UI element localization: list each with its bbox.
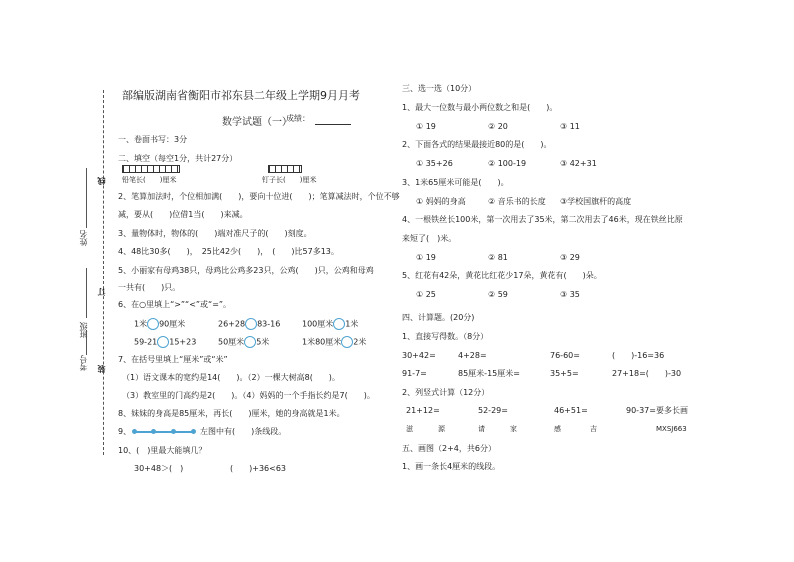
footer-char: 家 <box>510 425 517 433</box>
c2-2: 52-29= <box>478 406 508 415</box>
compare-circle[interactable] <box>147 318 159 330</box>
compare-left: 59-21 <box>134 337 158 347</box>
q7: 7、在括号里填上“厘米”或“米” <box>118 355 228 364</box>
c1-r1-4: ( )-16=36 <box>612 351 665 360</box>
compare-circle[interactable] <box>157 336 169 348</box>
compare-left: 100厘米 <box>302 319 334 329</box>
compare-left: 26+28 <box>218 319 246 329</box>
r2: 2、下面各式的结果最接近80的是( )。 <box>402 140 552 149</box>
q1-nail: 钉子长( )厘米 <box>262 176 317 184</box>
compare-circle[interactable] <box>245 318 257 330</box>
ruler-2 <box>268 165 302 173</box>
binding-ding: 订 <box>97 288 106 296</box>
c1-r2-1: 91-7= <box>402 369 427 378</box>
c1-r2-2: 85厘米-15厘米= <box>458 369 520 378</box>
section-2: 二、填空（每空1分，共计27分） <box>118 154 238 163</box>
compare-row-2 <box>134 336 196 348</box>
page-subtitle: 数学试题（一） <box>222 117 292 128</box>
footer-char: 滋 <box>406 425 413 433</box>
class-label: 班级 <box>79 322 88 338</box>
c2-3: 46+51= <box>554 406 588 415</box>
c1: 1、直接写得数。（8分） <box>402 332 489 341</box>
q9-text: 左图中有( )条线段。 <box>200 427 287 436</box>
c1-r2-3: 35+5= <box>550 369 579 378</box>
c1-r2-4: 27+18=( )-30 <box>612 369 682 378</box>
r3-opt2: ② 音乐书的长度 <box>488 197 546 206</box>
q10: 10、( )里最大能填几？ <box>118 446 207 455</box>
section-4: 四、计算题。(20分) <box>402 313 475 322</box>
compare-right: 90厘米 <box>159 319 186 329</box>
c2: 2、列竖式计算（12分） <box>402 388 490 397</box>
r2-opt1: ① 35+26 <box>416 159 453 168</box>
q6: 6、在○里填上“>”“<”或“=”。 <box>118 300 232 309</box>
c1-r1-2: 4+28= <box>458 351 487 360</box>
score-label: 成绩： <box>286 114 310 123</box>
compare-row-1c <box>302 318 358 330</box>
r2-opt3: ③ 42+31 <box>560 159 597 168</box>
r1-opt2: ② 20 <box>488 122 508 131</box>
r1-opt1: ① 19 <box>416 122 436 131</box>
compare-right: 83-16 <box>257 319 281 329</box>
compare-right: 5米 <box>256 337 270 347</box>
q7-3: （3）教室里的门高约是2( )。（4）妈妈的一个手指长约是7( )。 <box>122 391 375 400</box>
q2-line2: 减，要从( )位借1当( )来减。 <box>118 210 248 219</box>
footer-char: 源 <box>438 425 445 433</box>
r3-opt3: ③学校国旗杆的高度 <box>560 197 632 206</box>
section-1: 一、卷面书写：3分 <box>118 135 188 144</box>
q10-a: 30+48＞( ) <box>134 464 184 473</box>
q9-number: 9、 <box>118 427 132 436</box>
compare-right: 15+23 <box>169 337 197 347</box>
r3-opt1: ① 妈妈的身高 <box>416 197 466 206</box>
compare-right: 1米 <box>345 319 359 329</box>
compare-row-2b <box>218 336 269 348</box>
r5-opt3: ③ 35 <box>560 290 580 299</box>
compare-row-1 <box>134 318 185 330</box>
r4-line1: 4、一根铁丝长100米，第一次用去了35米，第二次用去了46米，现在铁丝比原 <box>402 215 683 224</box>
footer-char: 吉 <box>590 425 597 433</box>
compare-circle[interactable] <box>341 336 353 348</box>
r4-opt2: ② 81 <box>488 253 508 262</box>
q4: 4、48比30多( )， 25比42少( )， ( )比57多13。 <box>118 247 339 256</box>
compare-right: 2米 <box>353 337 367 347</box>
footer-char: 感 <box>554 425 561 433</box>
c1-r1-1: 30+42= <box>402 351 436 360</box>
r2-opt2: ② 100-19 <box>488 159 527 168</box>
q7-1: （1）语文课本的宽约是14( )。（2）一棵大树高8( )。 <box>122 373 340 382</box>
r4-opt3: ③ 29 <box>560 253 580 262</box>
class-underline <box>86 268 87 318</box>
r3: 3、1米65厘米可能是( )。 <box>402 178 509 187</box>
q3: 3、量物体时，物体的( )端对准尺子的( )刻度。 <box>118 229 312 238</box>
compare-circle[interactable] <box>244 336 256 348</box>
section-3: 三、选一选（10分） <box>402 84 477 93</box>
section-5: 五、画图（2+4，共6分） <box>402 444 496 453</box>
r1: 1、最大一位数与最小两位数之和是( )。 <box>402 103 558 112</box>
compare-left: 50厘米 <box>218 337 245 347</box>
r5-opt1: ① 25 <box>416 290 436 299</box>
q1-pencil: 铅笔长( )厘米 <box>122 176 177 184</box>
c1-r1-3: 76-60= <box>550 351 580 360</box>
binding-xian: 线 <box>97 177 106 185</box>
d1: 1、画一条长4厘米的线段。 <box>402 462 501 471</box>
name-label: 姓名 <box>79 230 88 246</box>
footer-char: 请 <box>478 425 485 433</box>
id-underline <box>86 330 87 355</box>
binding-zhuang: 装 <box>97 365 106 373</box>
compare-left: 1米 <box>134 319 148 329</box>
r1-opt3: ③ 11 <box>560 122 580 131</box>
segment-point <box>151 429 156 434</box>
r5-opt2: ② 59 <box>488 290 508 299</box>
segment-point <box>171 429 176 434</box>
score-field <box>315 124 351 125</box>
q5-line2: 一共有( )只。 <box>118 283 181 292</box>
compare-row-2c <box>302 336 366 348</box>
segment-point <box>132 429 137 434</box>
c2-4: 90-37=要多长画 <box>626 406 688 415</box>
c2-1: 21+12= <box>406 406 440 415</box>
segment-point <box>191 429 196 434</box>
footer-code: MXSJ663 <box>656 425 687 433</box>
q2-line1: 2、笔算加法时，个位相加满( )，要向十位进( )；笔算减法时，个位不够 <box>118 192 400 201</box>
r4-line2: 来短了( )米。 <box>402 234 457 243</box>
name-underline <box>86 168 87 228</box>
binding-dashed-line <box>103 90 104 455</box>
q10-b: ( )+36<63 <box>230 464 287 473</box>
compare-left: 1米80厘米 <box>302 337 342 347</box>
id-label: 考号 <box>79 355 88 371</box>
compare-circle[interactable] <box>333 318 345 330</box>
q5-line1: 5、小丽家有母鸡38只，母鸡比公鸡多23只，公鸡( )只，公鸡和母鸡 <box>118 266 374 275</box>
page-title: 部编版湖南省衡阳市祁东县二年级上学期9月月考 <box>122 89 360 102</box>
line-segment-figure <box>134 431 194 433</box>
ruler-1 <box>122 165 180 173</box>
r5: 5、红花有42朵，黄花比红花少17朵，黄花有( )朵。 <box>402 271 602 280</box>
q8: 8、妹妹的身高是85厘米，再长( )厘米，她的身高就是1米。 <box>118 409 345 418</box>
r4-opt1: ① 19 <box>416 253 436 262</box>
compare-row-1b <box>218 318 280 330</box>
